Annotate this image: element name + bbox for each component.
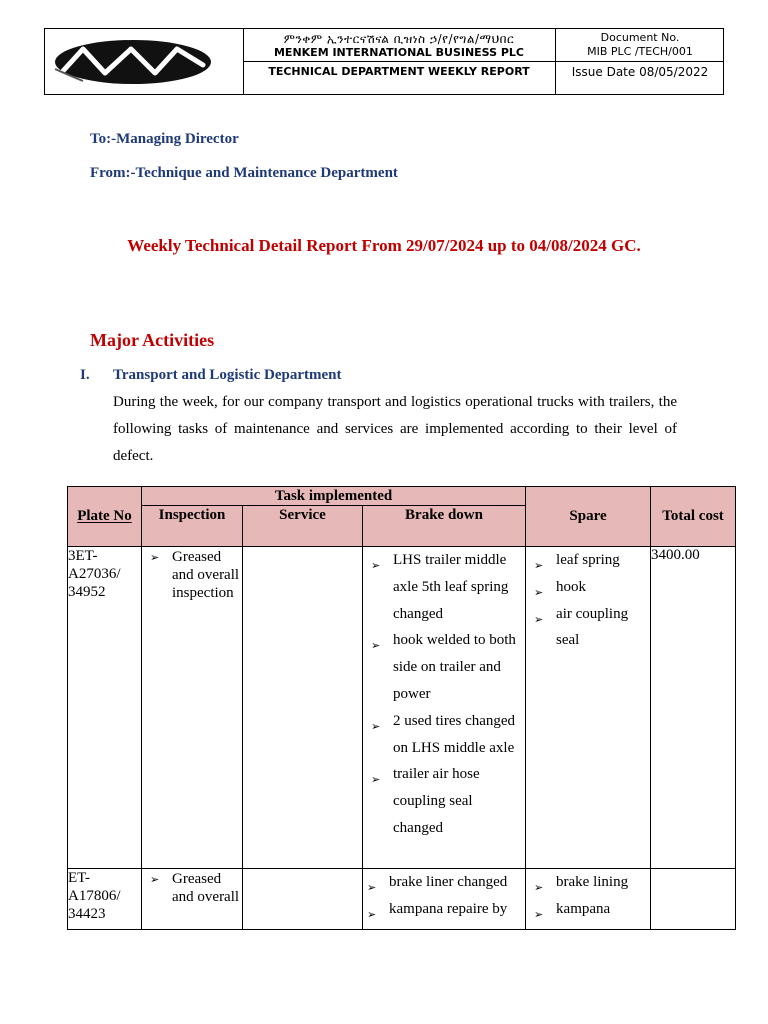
arrow-bullet-icon: ➢ bbox=[534, 612, 544, 626]
brake-down-item bbox=[371, 708, 525, 762]
document-number-label: Document No. bbox=[600, 31, 680, 44]
brake-down-text: hook welded to both side on trailer and power bbox=[393, 632, 516, 702]
spare-cell bbox=[526, 547, 651, 869]
spare-item bbox=[534, 896, 650, 923]
inspection-list bbox=[142, 870, 242, 906]
header-task-implemented: Task implemented bbox=[142, 487, 526, 506]
department-report-title: TECHNICAL DEPARTMENT WEEKLY REPORT bbox=[243, 62, 556, 94]
spare-item bbox=[534, 547, 650, 574]
table-row bbox=[68, 547, 736, 869]
service-cell bbox=[243, 547, 363, 869]
brake-down-cell bbox=[363, 869, 526, 930]
plate-number-line: 3ET- bbox=[68, 548, 98, 564]
arrow-bullet-icon: ➢ bbox=[371, 639, 381, 653]
logo-cell bbox=[45, 29, 244, 94]
inspection-text: Greased and overall inspection bbox=[172, 549, 240, 601]
header-plate bbox=[68, 487, 142, 547]
table-row bbox=[68, 869, 736, 930]
section-heading: Major Activities bbox=[90, 330, 215, 350]
subsection-number: I. bbox=[80, 367, 90, 383]
header-plate-label: Plate No bbox=[77, 508, 132, 524]
arrow-bullet-icon: ➢ bbox=[367, 907, 377, 921]
brake-down-text: kampana repaire by bbox=[389, 900, 508, 917]
memo-from: From:-Technique and Maintenance Department bbox=[90, 165, 398, 181]
brake-down-cell bbox=[363, 547, 526, 869]
report-title: Weekly Technical Detail Report From 29/07/2024 up to 04/08/2024 GC. bbox=[127, 236, 641, 255]
header-inspection: Inspection bbox=[142, 506, 243, 547]
plate-cell bbox=[68, 547, 142, 869]
spare-text: kampana bbox=[556, 900, 611, 917]
plate-number-line: ET- bbox=[68, 870, 90, 886]
spare-item bbox=[534, 574, 650, 601]
arrow-bullet-icon: ➢ bbox=[371, 773, 381, 787]
memo-to: To:-Managing Director bbox=[90, 131, 239, 147]
brake-down-item bbox=[367, 896, 525, 923]
inspection-item bbox=[150, 548, 242, 602]
spare-item bbox=[534, 601, 650, 655]
brake-down-item bbox=[367, 869, 525, 896]
brake-down-list bbox=[363, 869, 525, 923]
brake-down-text: 2 used tires changed on LHS middle axle bbox=[393, 712, 516, 756]
plate-number-line: 34423 bbox=[68, 906, 106, 922]
plate-cell bbox=[68, 869, 142, 930]
header-service: Service bbox=[243, 506, 363, 547]
issue-date: Issue Date 08/05/2022 bbox=[571, 65, 709, 79]
brake-down-text: trailer air hose coupling seal changed bbox=[393, 766, 480, 836]
arrow-bullet-icon: ➢ bbox=[150, 873, 160, 886]
header-spare: Spare bbox=[526, 487, 651, 547]
subsection-paragraph: During the week, for our company transport and logistics operational trucks with trailers, the following tasks of maintenance and services are implemented according to their level of defect. bbox=[113, 394, 677, 464]
spare-text: brake lining bbox=[556, 874, 629, 890]
arrow-bullet-icon: ➢ bbox=[534, 907, 544, 921]
arrow-bullet-icon: ➢ bbox=[371, 559, 381, 572]
plate-number-line: 34952 bbox=[68, 584, 106, 600]
inspection-text: Greased and overall bbox=[172, 871, 240, 905]
arrow-bullet-icon: ➢ bbox=[150, 551, 160, 564]
brake-down-item bbox=[371, 547, 525, 627]
document-number: MIB PLC /TECH/001 bbox=[587, 45, 693, 58]
spare-list bbox=[526, 869, 650, 923]
header-brake-down: Brake down bbox=[363, 506, 526, 547]
spare-text: hook bbox=[556, 578, 587, 595]
plate-number-line: A17806/ bbox=[68, 888, 121, 904]
plate-number-line: A27036/ bbox=[68, 566, 121, 582]
company-name-cell bbox=[243, 29, 556, 62]
inspection-item bbox=[150, 870, 242, 906]
inspection-list bbox=[142, 548, 242, 602]
total-cost-cell: 3400.00 bbox=[651, 547, 736, 869]
arrow-bullet-icon: ➢ bbox=[367, 881, 377, 894]
brake-down-list bbox=[363, 547, 525, 842]
service-cell bbox=[243, 869, 363, 930]
spare-cell bbox=[526, 869, 651, 930]
total-cost-cell bbox=[651, 869, 736, 930]
arrow-bullet-icon: ➢ bbox=[534, 881, 544, 894]
spare-list bbox=[526, 547, 650, 654]
brake-down-item bbox=[371, 627, 525, 707]
subsection-title: Transport and Logistic Department bbox=[113, 367, 342, 383]
arrow-bullet-icon: ➢ bbox=[371, 719, 381, 733]
spare-text: air coupling seal bbox=[556, 605, 629, 649]
maintenance-table bbox=[67, 486, 736, 930]
inspection-cell bbox=[142, 547, 243, 869]
inspection-cell bbox=[142, 869, 243, 930]
company-name: MENKEM INTERNATIONAL BUSINESS PLC bbox=[273, 46, 524, 59]
spare-item bbox=[534, 869, 650, 896]
amharic-company-name: ምንቀም ኢንተርናሽናል ቢዝነስ ኃ/የ/የግል/ማህበር bbox=[283, 32, 515, 46]
brake-down-item bbox=[371, 761, 525, 841]
brake-down-text: brake liner changed bbox=[389, 874, 508, 890]
brake-down-text: LHS trailer middle axle 5th leaf spring changed bbox=[393, 552, 509, 622]
arrow-bullet-icon: ➢ bbox=[534, 585, 544, 599]
spare-text: leaf spring bbox=[556, 552, 620, 568]
document-number-cell bbox=[556, 29, 724, 62]
document-header bbox=[44, 28, 724, 95]
menkem-logo-icon bbox=[53, 37, 213, 87]
header-total-cost: Total cost bbox=[651, 487, 736, 547]
arrow-bullet-icon: ➢ bbox=[534, 559, 544, 572]
